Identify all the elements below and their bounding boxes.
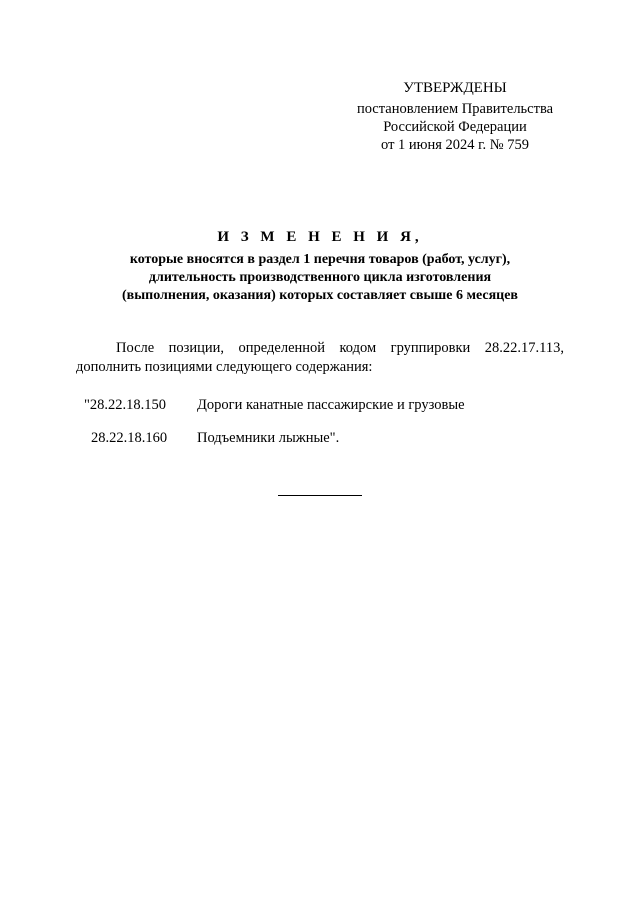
body-word: позиции,: [168, 340, 225, 356]
document-title: И З М Е Н Е Н И Я,: [217, 229, 423, 245]
position-name: Подъемники лыжные".: [197, 430, 340, 446]
body-word: определенной: [238, 340, 326, 356]
separator-line: [278, 495, 362, 496]
approval-line-3: от 1 июня 2024 г. № 759: [381, 137, 529, 153]
body-paragraph: [76, 339, 564, 377]
document-subtitle-line-2: длительность производственного цикла изготовления: [148, 270, 492, 285]
approval-line-1: постановлением Правительства: [356, 101, 554, 117]
body-word: 28.22.17.113,: [484, 340, 564, 356]
approval-heading: УТВЕРЖДЕНЫ: [403, 80, 507, 96]
position-code: 28.22.18.160: [91, 430, 168, 446]
position-name: Дороги канатные пассажирские и грузовые: [197, 397, 465, 413]
body-word: группировки: [390, 340, 471, 356]
position-code: "28.22.18.150: [84, 397, 167, 413]
body-paragraph-line-1: [76, 339, 564, 358]
document-heading: [0, 228, 640, 305]
approval-block: [345, 79, 565, 154]
body-paragraph-line-2: дополнить позициями следующего содержания:: [76, 359, 373, 375]
document-subtitle-line-1: которые вносятся в раздел 1 перечня товаров (работ, услуг),: [129, 252, 511, 267]
body-word: После: [116, 340, 155, 356]
body-word: кодом: [339, 340, 377, 356]
document-subtitle-line-3: (выполнения, оказания) которых составляет свыше 6 месяцев: [122, 288, 518, 303]
approval-line-2: Российской Федерации: [383, 119, 527, 135]
